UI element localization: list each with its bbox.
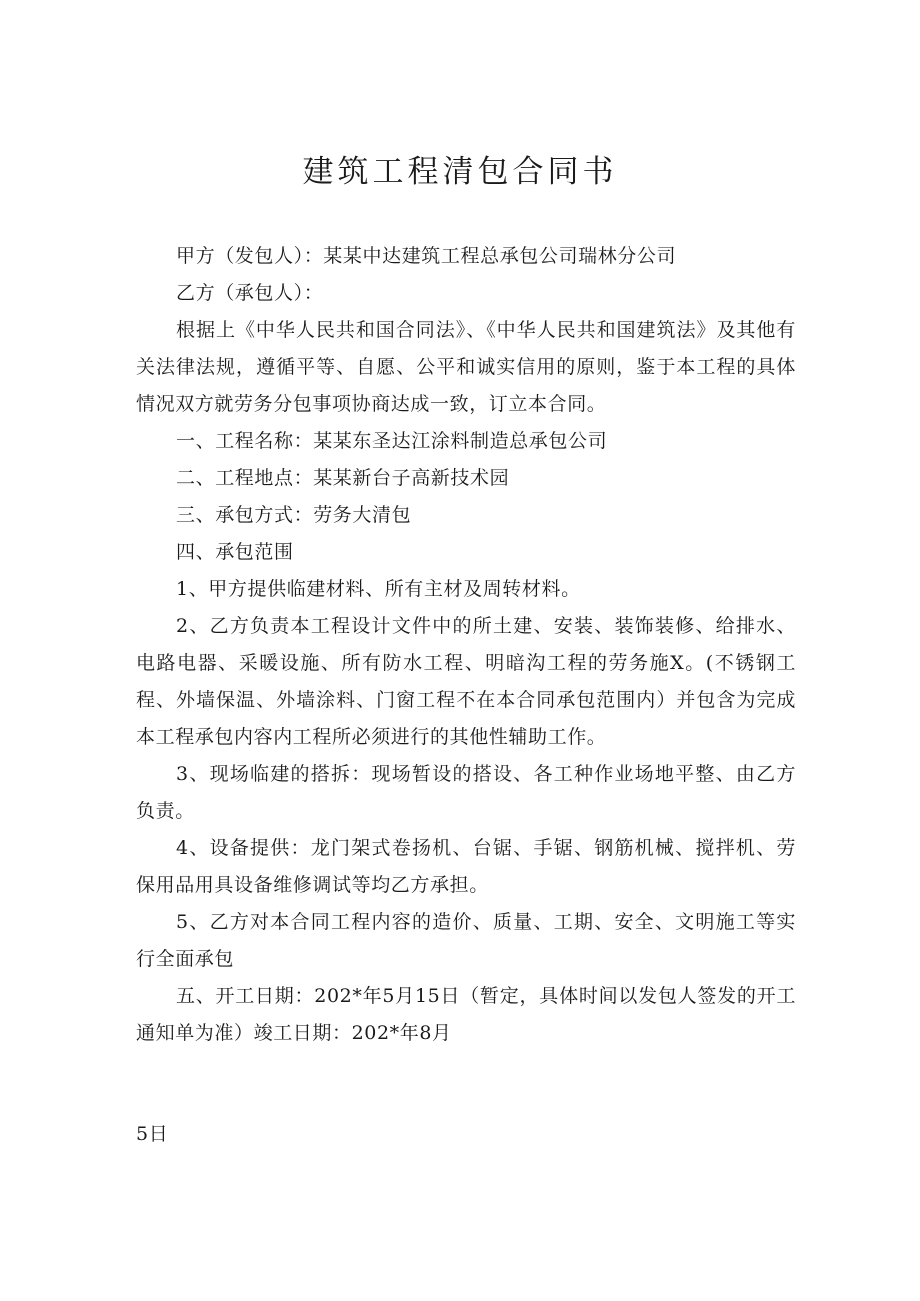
party-a-line: 甲方（发包人）：某某中达建筑工程总承包公司瑞林分公司: [176, 245, 677, 267]
scope-item-4: 4、设备提供：龙门架式卷扬机、台锯、手锯、钢筋机械、搅拌机、劳保用品用具设备维修调试等均乙方承担。: [136, 837, 796, 896]
document-title: 建筑工程清包合同书: [302, 154, 618, 190]
section-contract-scope: 四、承包范围: [176, 541, 294, 563]
party-b-line: 乙方（承包人）：: [176, 282, 324, 304]
start-date-paragraph: 五、开工日期：202*年5月15日（暂定，具体时间以发包人签发的开工通知单为准）竣工日期：202*年8月: [136, 985, 796, 1044]
scope-item-1: 1、甲方提供临建材料、所有主材及周转材料。: [176, 578, 581, 600]
section-contract-method: 三、承包方式：劳务大清包: [176, 504, 412, 526]
scope-item-2: 2、乙方负责本工程设计文件中的所土建、安装、装饰装修、给排水、电路电器、采暖设施、所有防水工程、明暗沟工程的劳务施X。(不锈钢工程、外墙保温、外墙涂料、门窗工程不在本合同承包范围内）并包含为完成本工程承包内容内工程所必须进行的其他性辅助工作。: [136, 615, 796, 748]
completion-day-line: 5日: [136, 1123, 169, 1145]
scope-item-3: 3、现场临建的搭拆：现场暂设的搭设、各工种作业场地平整、由乙方负责。: [136, 763, 796, 822]
document-body: [136, 238, 796, 1052]
scope-item-5: 5、乙方对本合同工程内容的造价、质量、工期、安全、文明施工等实行全面承包: [136, 911, 796, 970]
preamble-paragraph: 根据上《中华人民共和国合同法》、《中华人民共和国建筑法》及其他有关法律法规，遵循平等、自愿、公平和诚实信用的原则，鉴于本工程的具体情况双方就劳务分包事项协商达成一致，订立本合同。: [136, 319, 796, 415]
section-project-location: 二、工程地点：某某新台子高新技术园: [176, 467, 510, 489]
section-project-name: 一、工程名称：某某东圣达江涂料制造总承包公司: [176, 430, 608, 452]
